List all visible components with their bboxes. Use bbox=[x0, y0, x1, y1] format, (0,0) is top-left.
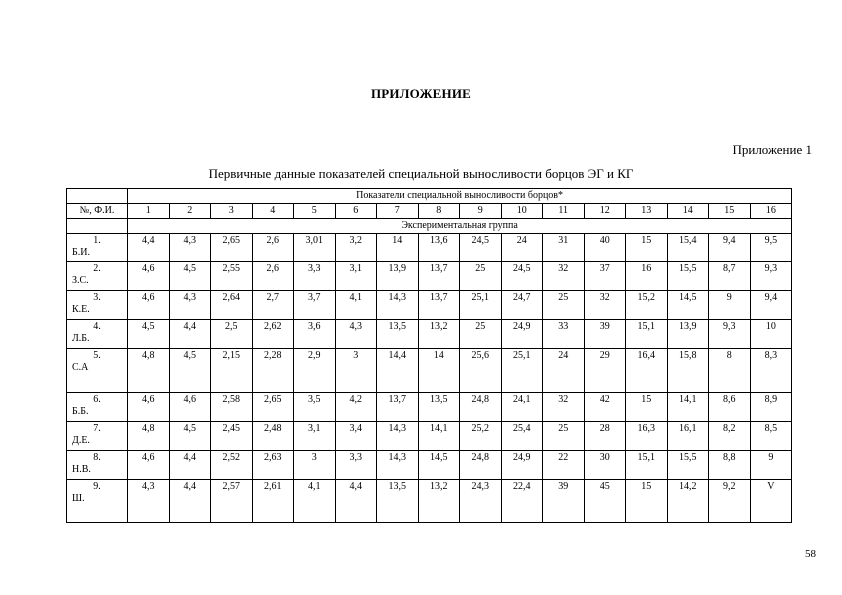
value-cell: 3,1 bbox=[294, 422, 336, 451]
value-cell: 14 bbox=[377, 234, 419, 262]
value-cell: 8,8 bbox=[709, 451, 751, 480]
value-cell: 4,6 bbox=[128, 291, 170, 320]
value-cell: 24,1 bbox=[501, 393, 543, 422]
value-cell: 3 bbox=[335, 349, 377, 393]
value-cell: 8,2 bbox=[709, 422, 751, 451]
participant-initials: К.Е. bbox=[72, 304, 90, 315]
table-corner-cell bbox=[67, 189, 128, 204]
participant-cell bbox=[67, 262, 128, 291]
value-cell: 22 bbox=[543, 451, 585, 480]
value-cell: 2,15 bbox=[211, 349, 253, 393]
value-cell: 15,5 bbox=[667, 451, 709, 480]
value-cell: 13,7 bbox=[377, 393, 419, 422]
value-cell: 37 bbox=[584, 262, 626, 291]
row-number: 5. bbox=[93, 350, 101, 361]
value-cell: 13,7 bbox=[418, 291, 460, 320]
value-cell: 9,3 bbox=[709, 320, 751, 349]
value-cell: 13,5 bbox=[377, 320, 419, 349]
value-cell: 24,3 bbox=[460, 480, 502, 523]
value-cell: 14,3 bbox=[377, 422, 419, 451]
value-cell: 9,3 bbox=[750, 262, 792, 291]
participant-cell bbox=[67, 320, 128, 349]
value-cell: 24 bbox=[501, 234, 543, 262]
value-cell: 24,8 bbox=[460, 393, 502, 422]
value-cell: 2,9 bbox=[294, 349, 336, 393]
participant-cell bbox=[67, 451, 128, 480]
value-cell: 45 bbox=[584, 480, 626, 523]
value-cell: V bbox=[750, 480, 792, 523]
data-table bbox=[66, 188, 792, 523]
value-cell: 32 bbox=[543, 262, 585, 291]
value-cell: 16,3 bbox=[626, 422, 668, 451]
column-header: 10 bbox=[501, 204, 543, 219]
value-cell: 8,3 bbox=[750, 349, 792, 393]
value-cell: 13,2 bbox=[418, 480, 460, 523]
value-cell: 2,6 bbox=[252, 234, 294, 262]
value-cell: 14,1 bbox=[667, 393, 709, 422]
column-header: 2 bbox=[169, 204, 211, 219]
value-cell: 40 bbox=[584, 234, 626, 262]
value-cell: 14,5 bbox=[418, 451, 460, 480]
value-cell: 4,4 bbox=[335, 480, 377, 523]
participant-cell bbox=[67, 422, 128, 451]
data-rows bbox=[67, 234, 792, 523]
value-cell: 2,65 bbox=[211, 234, 253, 262]
appendix-label: Приложение 1 bbox=[732, 142, 812, 157]
participant-initials: С.А bbox=[72, 362, 89, 373]
value-cell: 3,1 bbox=[335, 262, 377, 291]
value-cell: 25 bbox=[460, 262, 502, 291]
value-cell: 14,3 bbox=[377, 451, 419, 480]
value-cell: 2,65 bbox=[252, 393, 294, 422]
table-row bbox=[67, 320, 792, 349]
value-cell: 10 bbox=[750, 320, 792, 349]
value-cell: 3,5 bbox=[294, 393, 336, 422]
value-cell: 15,5 bbox=[667, 262, 709, 291]
value-cell: 15 bbox=[626, 480, 668, 523]
value-cell: 8 bbox=[709, 349, 751, 393]
value-cell: 25,1 bbox=[501, 349, 543, 393]
value-cell: 4,8 bbox=[128, 349, 170, 393]
value-cell: 24,5 bbox=[460, 234, 502, 262]
table-row bbox=[67, 349, 792, 393]
first-column-header: №, Ф.И. bbox=[67, 204, 128, 219]
value-cell: 4,2 bbox=[335, 393, 377, 422]
column-header: 8 bbox=[418, 204, 460, 219]
value-cell: 25,6 bbox=[460, 349, 502, 393]
table-row bbox=[67, 422, 792, 451]
value-cell: 9 bbox=[709, 291, 751, 320]
section-row bbox=[67, 219, 792, 234]
participant-initials: Н.В. bbox=[72, 464, 91, 475]
value-cell: 42 bbox=[584, 393, 626, 422]
value-cell: 39 bbox=[543, 480, 585, 523]
value-cell: 15 bbox=[626, 234, 668, 262]
value-cell: 2,5 bbox=[211, 320, 253, 349]
value-cell: 4,1 bbox=[335, 291, 377, 320]
value-cell: 2,63 bbox=[252, 451, 294, 480]
value-cell: 2,52 bbox=[211, 451, 253, 480]
value-cell: 13,9 bbox=[667, 320, 709, 349]
value-cell: 4,5 bbox=[169, 422, 211, 451]
value-cell: 8,7 bbox=[709, 262, 751, 291]
value-cell: 29 bbox=[584, 349, 626, 393]
section-label: Экспериментальная группа bbox=[128, 219, 792, 234]
table-corner-cell bbox=[67, 219, 128, 234]
page-number: 58 bbox=[805, 548, 816, 560]
column-header: 4 bbox=[252, 204, 294, 219]
value-cell: 4,4 bbox=[169, 480, 211, 523]
participant-cell bbox=[67, 480, 128, 523]
value-cell: 4,3 bbox=[128, 480, 170, 523]
value-cell: 14,2 bbox=[667, 480, 709, 523]
value-cell: 8,5 bbox=[750, 422, 792, 451]
value-cell: 13,7 bbox=[418, 262, 460, 291]
value-cell: 2,55 bbox=[211, 262, 253, 291]
row-number: 3. bbox=[93, 292, 101, 303]
value-cell: 25,4 bbox=[501, 422, 543, 451]
column-header: 9 bbox=[460, 204, 502, 219]
value-cell: 25 bbox=[460, 320, 502, 349]
table-row bbox=[67, 393, 792, 422]
value-cell: 9,5 bbox=[750, 234, 792, 262]
value-cell: 14 bbox=[418, 349, 460, 393]
row-number: 6. bbox=[93, 394, 101, 405]
value-cell: 14,5 bbox=[667, 291, 709, 320]
value-cell: 2,58 bbox=[211, 393, 253, 422]
value-cell: 4,6 bbox=[128, 262, 170, 291]
row-number: 4. bbox=[93, 321, 101, 332]
value-cell: 3,3 bbox=[294, 262, 336, 291]
value-cell: 32 bbox=[543, 393, 585, 422]
value-cell: 4,6 bbox=[169, 393, 211, 422]
row-number: 7. bbox=[93, 423, 101, 434]
value-cell: 2,62 bbox=[252, 320, 294, 349]
value-cell: 24,7 bbox=[501, 291, 543, 320]
value-cell: 9,2 bbox=[709, 480, 751, 523]
group-header: Показатели специальной выносливости борцов* bbox=[128, 189, 792, 204]
value-cell: 39 bbox=[584, 320, 626, 349]
participant-initials: Л.Б. bbox=[72, 333, 90, 344]
table-group-header-row bbox=[67, 189, 792, 204]
value-cell: 16,4 bbox=[626, 349, 668, 393]
value-cell: 3 bbox=[294, 451, 336, 480]
value-cell: 14,1 bbox=[418, 422, 460, 451]
value-cell: 2,61 bbox=[252, 480, 294, 523]
value-cell: 4,5 bbox=[128, 320, 170, 349]
value-cell: 4,4 bbox=[169, 320, 211, 349]
column-header: 6 bbox=[335, 204, 377, 219]
value-cell: 32 bbox=[584, 291, 626, 320]
column-header: 5 bbox=[294, 204, 336, 219]
value-cell: 3,3 bbox=[335, 451, 377, 480]
table-title: Первичные данные показателей специальной выносливости борцов ЭГ и КГ bbox=[208, 166, 634, 181]
value-cell: 25,1 bbox=[460, 291, 502, 320]
value-cell: 24,9 bbox=[501, 320, 543, 349]
value-cell: 15,4 bbox=[667, 234, 709, 262]
column-header: 15 bbox=[709, 204, 751, 219]
value-cell: 13,5 bbox=[418, 393, 460, 422]
participant-initials: З.С. bbox=[72, 275, 89, 286]
column-header: 12 bbox=[584, 204, 626, 219]
participant-initials: Б.Б. bbox=[72, 406, 89, 417]
value-cell: 28 bbox=[584, 422, 626, 451]
participant-cell bbox=[67, 234, 128, 262]
column-header: 13 bbox=[626, 204, 668, 219]
value-cell: 16 bbox=[626, 262, 668, 291]
value-cell: 9,4 bbox=[750, 291, 792, 320]
value-cell: 4,5 bbox=[169, 262, 211, 291]
table-column-header-row bbox=[67, 204, 792, 219]
column-header: 16 bbox=[750, 204, 792, 219]
table-row bbox=[67, 480, 792, 523]
row-number: 9. bbox=[93, 481, 101, 492]
value-cell: 30 bbox=[584, 451, 626, 480]
participant-cell bbox=[67, 291, 128, 320]
value-cell: 9 bbox=[750, 451, 792, 480]
participant-initials: Д.Е. bbox=[72, 435, 90, 446]
value-cell: 3,6 bbox=[294, 320, 336, 349]
value-cell: 2,28 bbox=[252, 349, 294, 393]
value-cell: 13,5 bbox=[377, 480, 419, 523]
value-cell: 14,4 bbox=[377, 349, 419, 393]
value-cell: 4,6 bbox=[128, 451, 170, 480]
participant-cell bbox=[67, 349, 128, 393]
value-cell: 3,01 bbox=[294, 234, 336, 262]
column-header: 14 bbox=[667, 204, 709, 219]
value-cell: 15,1 bbox=[626, 451, 668, 480]
value-cell: 15,8 bbox=[667, 349, 709, 393]
value-cell: 2,6 bbox=[252, 262, 294, 291]
value-cell: 4,4 bbox=[169, 451, 211, 480]
participant-cell bbox=[67, 393, 128, 422]
value-cell: 4,4 bbox=[128, 234, 170, 262]
value-cell: 2,45 bbox=[211, 422, 253, 451]
value-cell: 24,9 bbox=[501, 451, 543, 480]
value-cell: 4,1 bbox=[294, 480, 336, 523]
value-cell: 24,8 bbox=[460, 451, 502, 480]
value-cell: 31 bbox=[543, 234, 585, 262]
column-header: 11 bbox=[543, 204, 585, 219]
table-row bbox=[67, 451, 792, 480]
value-cell: 16,1 bbox=[667, 422, 709, 451]
value-cell: 8,9 bbox=[750, 393, 792, 422]
value-cell: 9,4 bbox=[709, 234, 751, 262]
value-cell: 24 bbox=[543, 349, 585, 393]
column-header: 7 bbox=[377, 204, 419, 219]
value-cell: 24,5 bbox=[501, 262, 543, 291]
column-header: 3 bbox=[211, 204, 253, 219]
value-cell: 22,4 bbox=[501, 480, 543, 523]
value-cell: 3,2 bbox=[335, 234, 377, 262]
value-cell: 8,6 bbox=[709, 393, 751, 422]
value-cell: 4,3 bbox=[169, 291, 211, 320]
value-cell: 2,64 bbox=[211, 291, 253, 320]
column-header: 1 bbox=[128, 204, 170, 219]
page-heading: ПРИЛОЖЕНИЕ bbox=[370, 86, 472, 101]
value-cell: 25 bbox=[543, 422, 585, 451]
row-number: 8. bbox=[93, 452, 101, 463]
value-cell: 4,6 bbox=[128, 393, 170, 422]
value-cell: 4,8 bbox=[128, 422, 170, 451]
table-row bbox=[67, 291, 792, 320]
value-cell: 4,5 bbox=[169, 349, 211, 393]
value-cell: 25 bbox=[543, 291, 585, 320]
participant-initials: Ш. bbox=[72, 493, 85, 504]
value-cell: 3,4 bbox=[335, 422, 377, 451]
value-cell: 15,1 bbox=[626, 320, 668, 349]
value-cell: 3,7 bbox=[294, 291, 336, 320]
value-cell: 33 bbox=[543, 320, 585, 349]
table-row bbox=[67, 262, 792, 291]
value-cell: 13,6 bbox=[418, 234, 460, 262]
value-cell: 4,3 bbox=[169, 234, 211, 262]
value-cell: 2,48 bbox=[252, 422, 294, 451]
value-cell: 15,2 bbox=[626, 291, 668, 320]
value-cell: 25,2 bbox=[460, 422, 502, 451]
row-number: 1. bbox=[93, 235, 101, 246]
value-cell: 13,2 bbox=[418, 320, 460, 349]
value-cell: 2,57 bbox=[211, 480, 253, 523]
value-cell: 4,3 bbox=[335, 320, 377, 349]
value-cell: 14,3 bbox=[377, 291, 419, 320]
value-cell: 15 bbox=[626, 393, 668, 422]
row-number: 2. bbox=[93, 263, 101, 274]
participant-initials: Б.И. bbox=[72, 247, 90, 258]
table-row bbox=[67, 234, 792, 262]
value-cell: 2,7 bbox=[252, 291, 294, 320]
value-cell: 13,9 bbox=[377, 262, 419, 291]
